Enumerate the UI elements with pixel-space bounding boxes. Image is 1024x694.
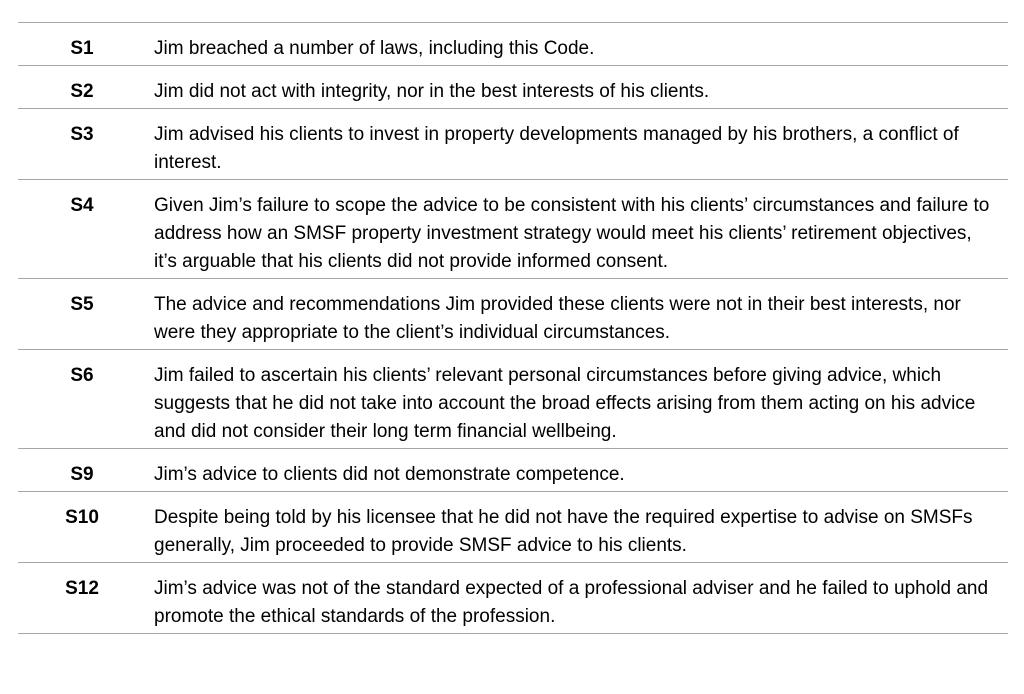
breach-description: Jim failed to ascertain his clients’ relevant personal circumstances before giving advice, which suggests that he did not take into account the broad effects arising from them acting on his advice and did not consider their long term financial wellbeing. <box>146 350 1008 449</box>
standard-code: S5 <box>18 279 146 350</box>
standard-code: S1 <box>18 23 146 66</box>
standard-code: S12 <box>18 563 146 634</box>
standard-code: S2 <box>18 66 146 109</box>
standard-code: S3 <box>18 109 146 180</box>
breach-description: Jim’s advice was not of the standard expected of a professional adviser and he failed to uphold and promote the ethical standards of the profession. <box>146 563 1008 634</box>
table-row <box>18 563 1008 634</box>
standard-code: S6 <box>18 350 146 449</box>
table-row <box>18 66 1008 109</box>
breach-description: Given Jim’s failure to scope the advice to be consistent with his clients’ circumstances and failure to address how an SMSF property investment strategy would meet his clients’ retirement objectives, it’s arguable that his clients did not provide informed consent. <box>146 180 1008 279</box>
table-row <box>18 279 1008 350</box>
breach-description: Jim did not act with integrity, nor in the best interests of his clients. <box>146 66 1008 109</box>
table-row <box>18 449 1008 492</box>
standard-code: S4 <box>18 180 146 279</box>
breach-description: Jim advised his clients to invest in property developments managed by his brothers, a conflict of interest. <box>146 109 1008 180</box>
table-row <box>18 492 1008 563</box>
table-row <box>18 350 1008 449</box>
standards-breach-table <box>18 22 1008 634</box>
standard-code: S10 <box>18 492 146 563</box>
breach-description: Despite being told by his licensee that he did not have the required expertise to advise on SMSFs generally, Jim proceeded to provide SMSF advice to his clients. <box>146 492 1008 563</box>
breach-description: Jim breached a number of laws, including this Code. <box>146 23 1008 66</box>
table-row <box>18 180 1008 279</box>
breach-description: The advice and recommendations Jim provided these clients were not in their best interests, nor were they appropriate to the client’s individual circumstances. <box>146 279 1008 350</box>
table-row <box>18 109 1008 180</box>
breach-description: Jim’s advice to clients did not demonstrate competence. <box>146 449 1008 492</box>
table-row <box>18 23 1008 66</box>
standard-code: S9 <box>18 449 146 492</box>
